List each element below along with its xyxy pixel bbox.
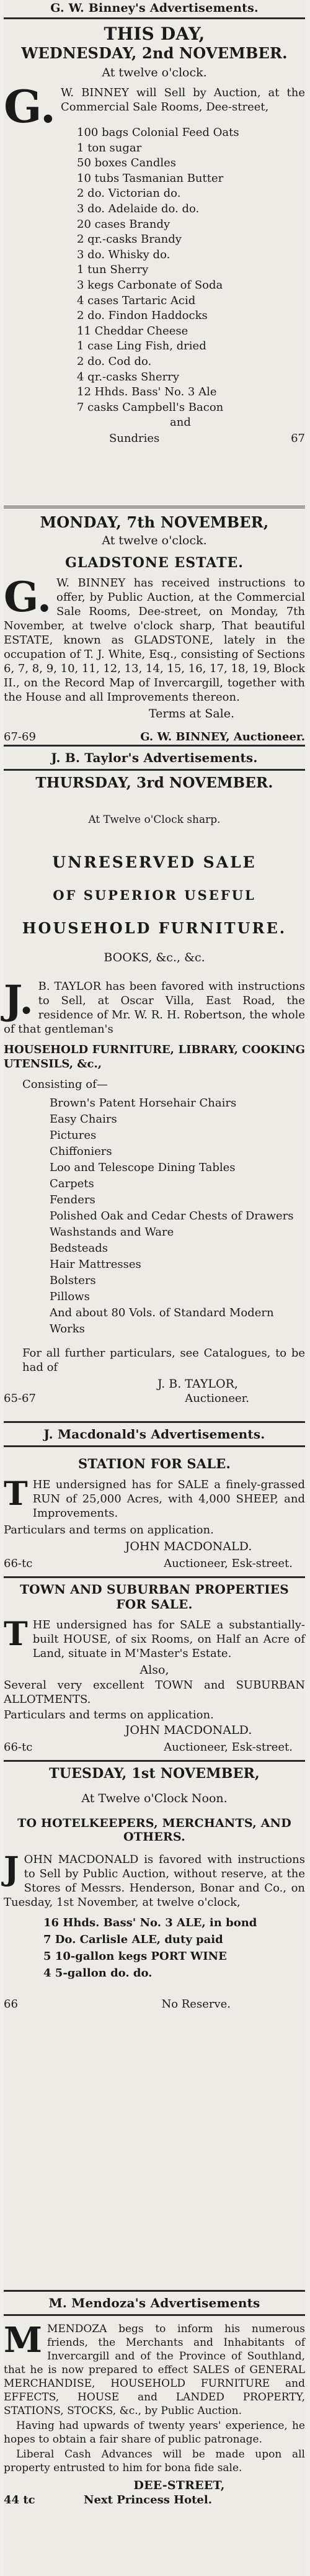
list-item: Carpets [50,1177,94,1190]
drop-cap: T [4,1615,28,1653]
ad-number: 44 tc [4,2493,35,2506]
ad-footer [4,1557,305,1570]
ad-body: OHN MACDONALD is favored with instructions to Sell by Public Auction, without reserve, at the Stores of Messrs. Henderson, Bonar and Co., on Tuesday, 1st November, at twelve o'clock, [4,1853,305,1909]
no-reserve-label: No Reserve. [161,1998,231,2011]
list-item: 2 do. Findon Haddocks [77,309,208,323]
list-item: 4 qr.-casks Sherry [77,370,179,384]
ad-body: Several very excellent TOWN and SUBURBAN ALLOTMENTS. [4,1679,305,1706]
list-item: Polished Oak and Cedar Chests of Drawers [50,1209,294,1223]
list-item: Loo and Telescope Dining Tables [50,1161,236,1174]
ad-title: HOUSEHOLD FURNITURE. [22,919,287,937]
ad-number: 66-tc [4,1741,33,1754]
ad-caps-line: HOUSEHOLD FURNITURE, LIBRARY, COOKING UTENSILS, &c., [4,1043,305,1070]
ad-title: STATION FOR SALE. [78,1456,231,1471]
ad-time: At Twelve o'Clock Noon. [81,1792,228,1805]
auctioneer-role: Auctioneer, Esk-street. [164,1557,293,1570]
section-heading: M. Mendoza's Advertisements [48,2296,260,2310]
drop-cap: J. [4,977,33,1023]
auctioneer-role: Auctioneer, Esk-street. [164,1741,293,1754]
ad-title: UNRESERVED SALE [52,853,257,871]
ad-also: Also, [140,1663,169,1677]
ad-title: FOR SALE. [116,1597,193,1612]
item-list [4,125,305,431]
ad-body: Having had upwards of twenty years' experience, he hopes to obtain a fair share of public patronage. [4,2420,305,2446]
ad-address: DEE-STREET, [133,2479,225,2492]
ad-number: 67 [291,431,305,445]
divider [4,2314,305,2316]
section-heading: G. W. Binney's Advertisements. [50,1,259,15]
list-item: 7 Do. Carlisle ALE, duty paid [43,1933,223,1946]
ad-body-wrap [4,573,305,704]
list-item: Brown's Patent Horsehair Chairs [50,1097,237,1110]
list-item: 2 qr.-casks Brandy [77,233,182,246]
auctioneer-signature: JOHN MACDONALD. [125,1540,252,1553]
list-item: 1 ton sugar [77,141,142,155]
ad-body-wrap [4,2322,305,2418]
ad-body-wrap [4,1475,305,1520]
binney-section [4,1,305,19]
ad-title: GLADSTONE ESTATE. [65,555,244,571]
list-item: 2 do. Cod do. [77,354,152,368]
ad-title: OTHERS. [123,1830,185,1844]
divider [4,1576,305,1578]
list-item: Pillows [50,1290,90,1303]
ad-body-wrap [4,1852,305,1910]
list-item: 10 tubs Tasmanian Butter [77,171,224,185]
list-item: 7 casks Campbell's Bacon [77,400,224,414]
list-item: Pictures [50,1129,97,1142]
list-item: 12 Hhds. Bass' No. 3 Ale [77,385,217,399]
ad-terms: Terms at Sale. [148,707,235,720]
ad-title: OF SUPERIOR USEFUL [53,887,256,903]
list-item: 3 kegs Carbonate of Soda [77,278,223,292]
list-item: and [170,416,191,429]
divider [4,1421,305,1423]
ad-number: 66-tc [4,1557,33,1570]
list-item: And about 80 Vols. of Standard Modern Works [50,1306,274,1335]
list-item: Bedsteads [50,1242,108,1255]
divider [4,506,305,508]
divider [4,1445,305,1447]
ad-date-line: TUESDAY, 1st NOVEMBER, [49,1766,260,1782]
ad-footer [4,432,305,445]
ad-number: 66 [4,1998,18,2011]
taylor-section [4,745,305,1405]
list-item: 3 do. Whisky do. [77,248,170,261]
list-item: Fenders [50,1193,95,1206]
item-list [4,1914,305,1981]
divider [4,1760,305,1762]
drop-cap: G. [4,573,51,621]
ad-time: At twelve o'clock. [102,534,207,547]
ad-time: At twelve o'clock. [102,66,207,79]
ad-footer [4,2493,305,2506]
list-item: 1 case Ling Fish, dried [77,339,206,353]
mendoza-section [4,2290,305,2506]
ad-body: W. BINNEY will Sell by Auction, at the Commercial Sale Rooms, Dee-street, [61,86,305,114]
ad-body: HE undersigned has for SALE a substantially-built HOUSE, of six Rooms, on Half an Acre of Land, situate in M'Master's Estate. [32,1618,305,1660]
ad-consisting: Consisting of— [22,1078,108,1091]
list-item: 50 boxes Candles [77,156,177,170]
list-item: 1 tun Sherry [77,263,149,277]
list-item: 4 5-gallon do. do. [43,1967,153,1980]
section-heading: J. B. Taylor's Advertisements. [51,750,258,765]
ad-number: 65-67 [4,1392,36,1405]
drop-cap: T [4,1475,28,1513]
drop-cap: M [4,2320,42,2361]
auctioneer-signature: G. W. BINNEY, Auctioneer. [140,730,305,743]
ad-footer [4,1998,305,2011]
ad-particulars: Particulars and terms on application. [4,1708,214,1721]
binney-ad-2 [4,506,305,743]
auctioneer-signature: JOHN MACDONALD. [125,1723,252,1737]
list-item: 20 cases Brandy [77,217,170,231]
drop-cap: J [4,1850,19,1888]
ad-body-wrap [4,1615,305,1661]
binney-ad-1 [4,24,305,445]
list-item: 3 do. Adelaide do. do. [77,202,200,215]
list-item: Washstands and Ware [50,1226,174,1239]
divider [4,769,305,771]
list-item: Bolsters [50,1274,96,1287]
ad-date-line: MONDAY, 7th NOVEMBER, [40,513,269,531]
auctioneer-role: Auctioneer. [185,1392,249,1405]
ad-location: Next Princess Hotel. [84,2493,212,2506]
list-item: Easy Chairs [50,1113,117,1126]
sundries-label: Sundries [109,431,160,445]
item-list [4,1095,305,1337]
divider [4,2290,305,2292]
list-item: 4 cases Tartaric Acid [77,294,196,307]
divider [4,17,305,19]
ad-title: TOWN AND SUBURBAN PROPERTIES [20,1582,289,1597]
ad-body: B. TAYLOR has been favored with instructions to Sell, at Oscar Villa, East Road, the residence of Mr. W. R. H. Robertson, the whole of that gentleman's [4,980,305,1036]
ad-body-wrap [4,979,305,1036]
ad-footer [4,730,305,743]
section-heading: J. Macdonald's Advertisements. [43,1427,265,1442]
list-item: 2 do. Victorian do. [77,187,181,200]
ad-body: W. BINNEY has received instructions to offer, by Public Auction, at the Commercial Sale Rooms, Dee-street, on Monday, 7th November, at twelve o'clock sharp, That beautiful ESTATE, known as GLADSTONE, lately in the occupation of T. J. White, Esq., consisting of Sections 6, 7, 8, 9, 10, 11, 12, 13, 14, 15, 16, 17, 18, 19, Block II., on the Record Map of Invercargill, together with the House and all Improvements thereon. [4,577,305,704]
ad-date-line: THURSDAY, 3rd NOVEMBER. [35,774,273,791]
list-item: 16 Hhds. Bass' No. 3 ALE, in bond [43,1916,257,1929]
ad-body: Liberal Cash Advances will be made upon all property entrusted to him for bona fide sale. [4,2448,305,2474]
list-item: Chiffoniers [50,1145,112,1158]
ad-footer [4,1741,305,1754]
ad-time: At Twelve o'Clock sharp. [88,814,221,826]
ad-number: 67-69 [4,730,36,743]
list-item: 11 Cheddar Cheese [77,324,188,338]
ad-footer [4,1392,305,1405]
ad-date-line: WEDNESDAY, 2nd NOVEMBER. [21,44,288,62]
ad-date-line: THIS DAY, [104,24,205,44]
divider [4,745,305,747]
list-item: 5 10-gallon kegs PORT WINE [43,1950,227,1963]
ad-title: TO HOTELKEEPERS, MERCHANTS, AND [17,1816,291,1830]
drop-cap: G. [4,80,56,133]
ad-particulars: Particulars and terms on application. [4,1524,214,1537]
ad-body: HE undersigned has for SALE a finely-grassed RUN of 25,000 Acres, with 4,000 SHEEP, and Improvements. [32,1478,305,1520]
list-item: Hair Mattresses [50,1258,141,1271]
auctioneer-signature: J. B. TAYLOR, [157,1377,238,1391]
newspaper-page [4,0,305,2576]
ad-body: MENDOZA begs to inform his numerous friends, the Merchants and Inhabitants of Invercargill and of the Province of Southland, that he is now prepared to effect SALES of GENERAL MERCHANDISE, HOUSEHOLD FURNITURE and EFFECTS, HOUSE and LANDED PROPERTY, STATIONS, STOCKS, &c., by Public Auction. [4,2323,305,2417]
list-item: 100 bags Colonial Feed Oats [77,126,239,139]
ad-subtitle: BOOKS, &c., &c. [104,951,205,964]
ad-particulars: For all further particulars, see Catalogues, to be had of [22,1347,305,1374]
macdonald-section [4,1421,305,2011]
